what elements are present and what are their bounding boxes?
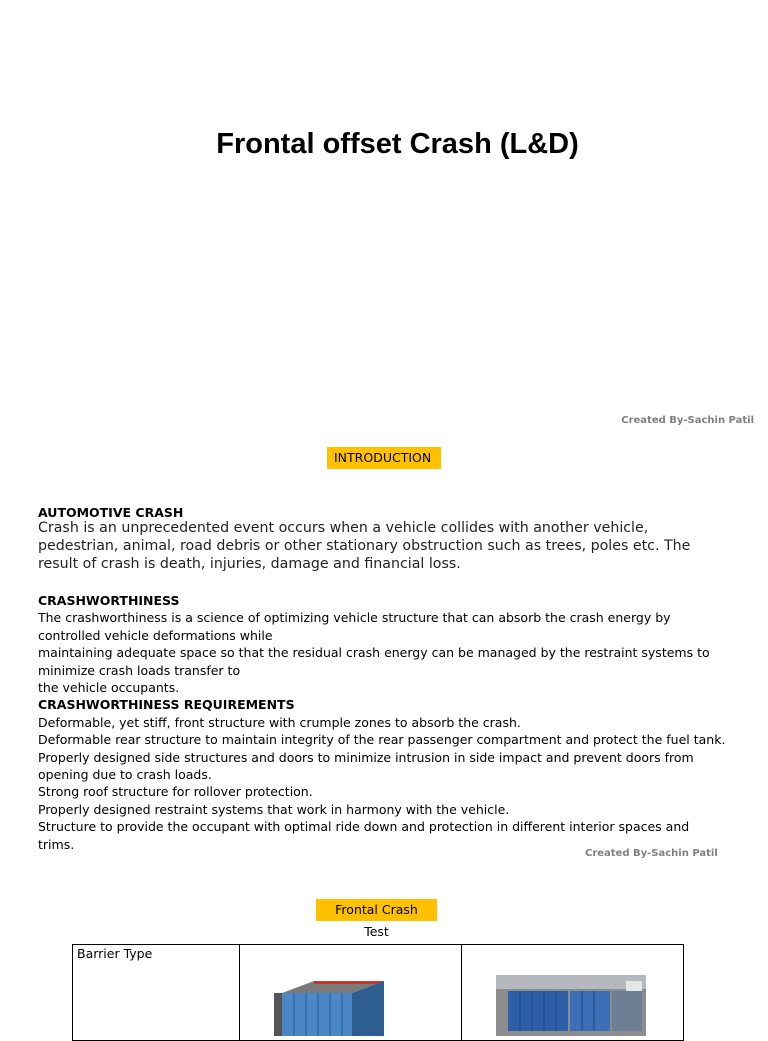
author-credit: Created By-Sachin Patil xyxy=(621,415,754,426)
barrier-photo xyxy=(466,946,679,1036)
author-credit: Created By-Sachin Patil xyxy=(585,848,718,859)
requirement-item: Properly designed restraint systems that work in harmony with the vehicle. xyxy=(38,801,510,817)
automotive-crash-text: Crash is an unprecedented event occurs when a vehicle collides with another vehicle, pedestrian, animal, road debris or other stationary obstruction such as trees, poles etc. The result of crash is death, injuries, damage and financial loss. xyxy=(38,520,691,572)
barrier-type-cell xyxy=(73,945,240,1041)
crashworthiness-section xyxy=(38,592,728,853)
requirement-item: Deformable rear structure to maintain integrity of the rear passenger compartment and protect the fuel tank. xyxy=(38,732,726,748)
requirement-item: Structure to provide the occupant with optimal ride down and protection in different interior spaces and trims. xyxy=(38,819,690,852)
deformable-barrier-image xyxy=(244,946,457,1036)
barrier-table xyxy=(72,944,684,1041)
requirement-item: Properly designed side structures and doors to minimize intrusion in side impact and prevent doors from opening due to crash loads. xyxy=(38,749,694,783)
requirements-heading: CRASHWORTHINESS REQUIREMENTS xyxy=(38,697,295,713)
introduction-tag: INTRODUCTION xyxy=(327,447,441,469)
frontal-crash-test-tag: Frontal Crash Test xyxy=(316,899,437,921)
barrier-image-cell xyxy=(240,945,462,1041)
crashworthiness-line: maintaining adequate space so that the residual crash energy can be managed by the restraint systems to minimize crash loads transfer to xyxy=(38,645,710,678)
page-title: Frontal offset Crash (L&D) xyxy=(216,128,579,160)
table-row xyxy=(73,945,684,1041)
barrier-photo-cell xyxy=(462,945,684,1041)
requirement-item: Strong roof structure for rollover protection. xyxy=(38,784,313,800)
crashworthiness-heading: CRASHWORTHINESS xyxy=(38,593,180,608)
automotive-crash-heading: AUTOMOTIVE CRASH xyxy=(38,505,184,520)
crashworthiness-line: The crashworthiness is a science of optimizing vehicle structure that can absorb the crash energy by controlled vehicle deformations while xyxy=(38,610,671,643)
crashworthiness-line: the vehicle occupants. xyxy=(38,680,180,696)
requirement-item: Deformable, yet stiff, front structure with crumple zones to absorb the crash. xyxy=(38,714,521,730)
barrier-type-label: Barrier Type xyxy=(77,946,153,961)
